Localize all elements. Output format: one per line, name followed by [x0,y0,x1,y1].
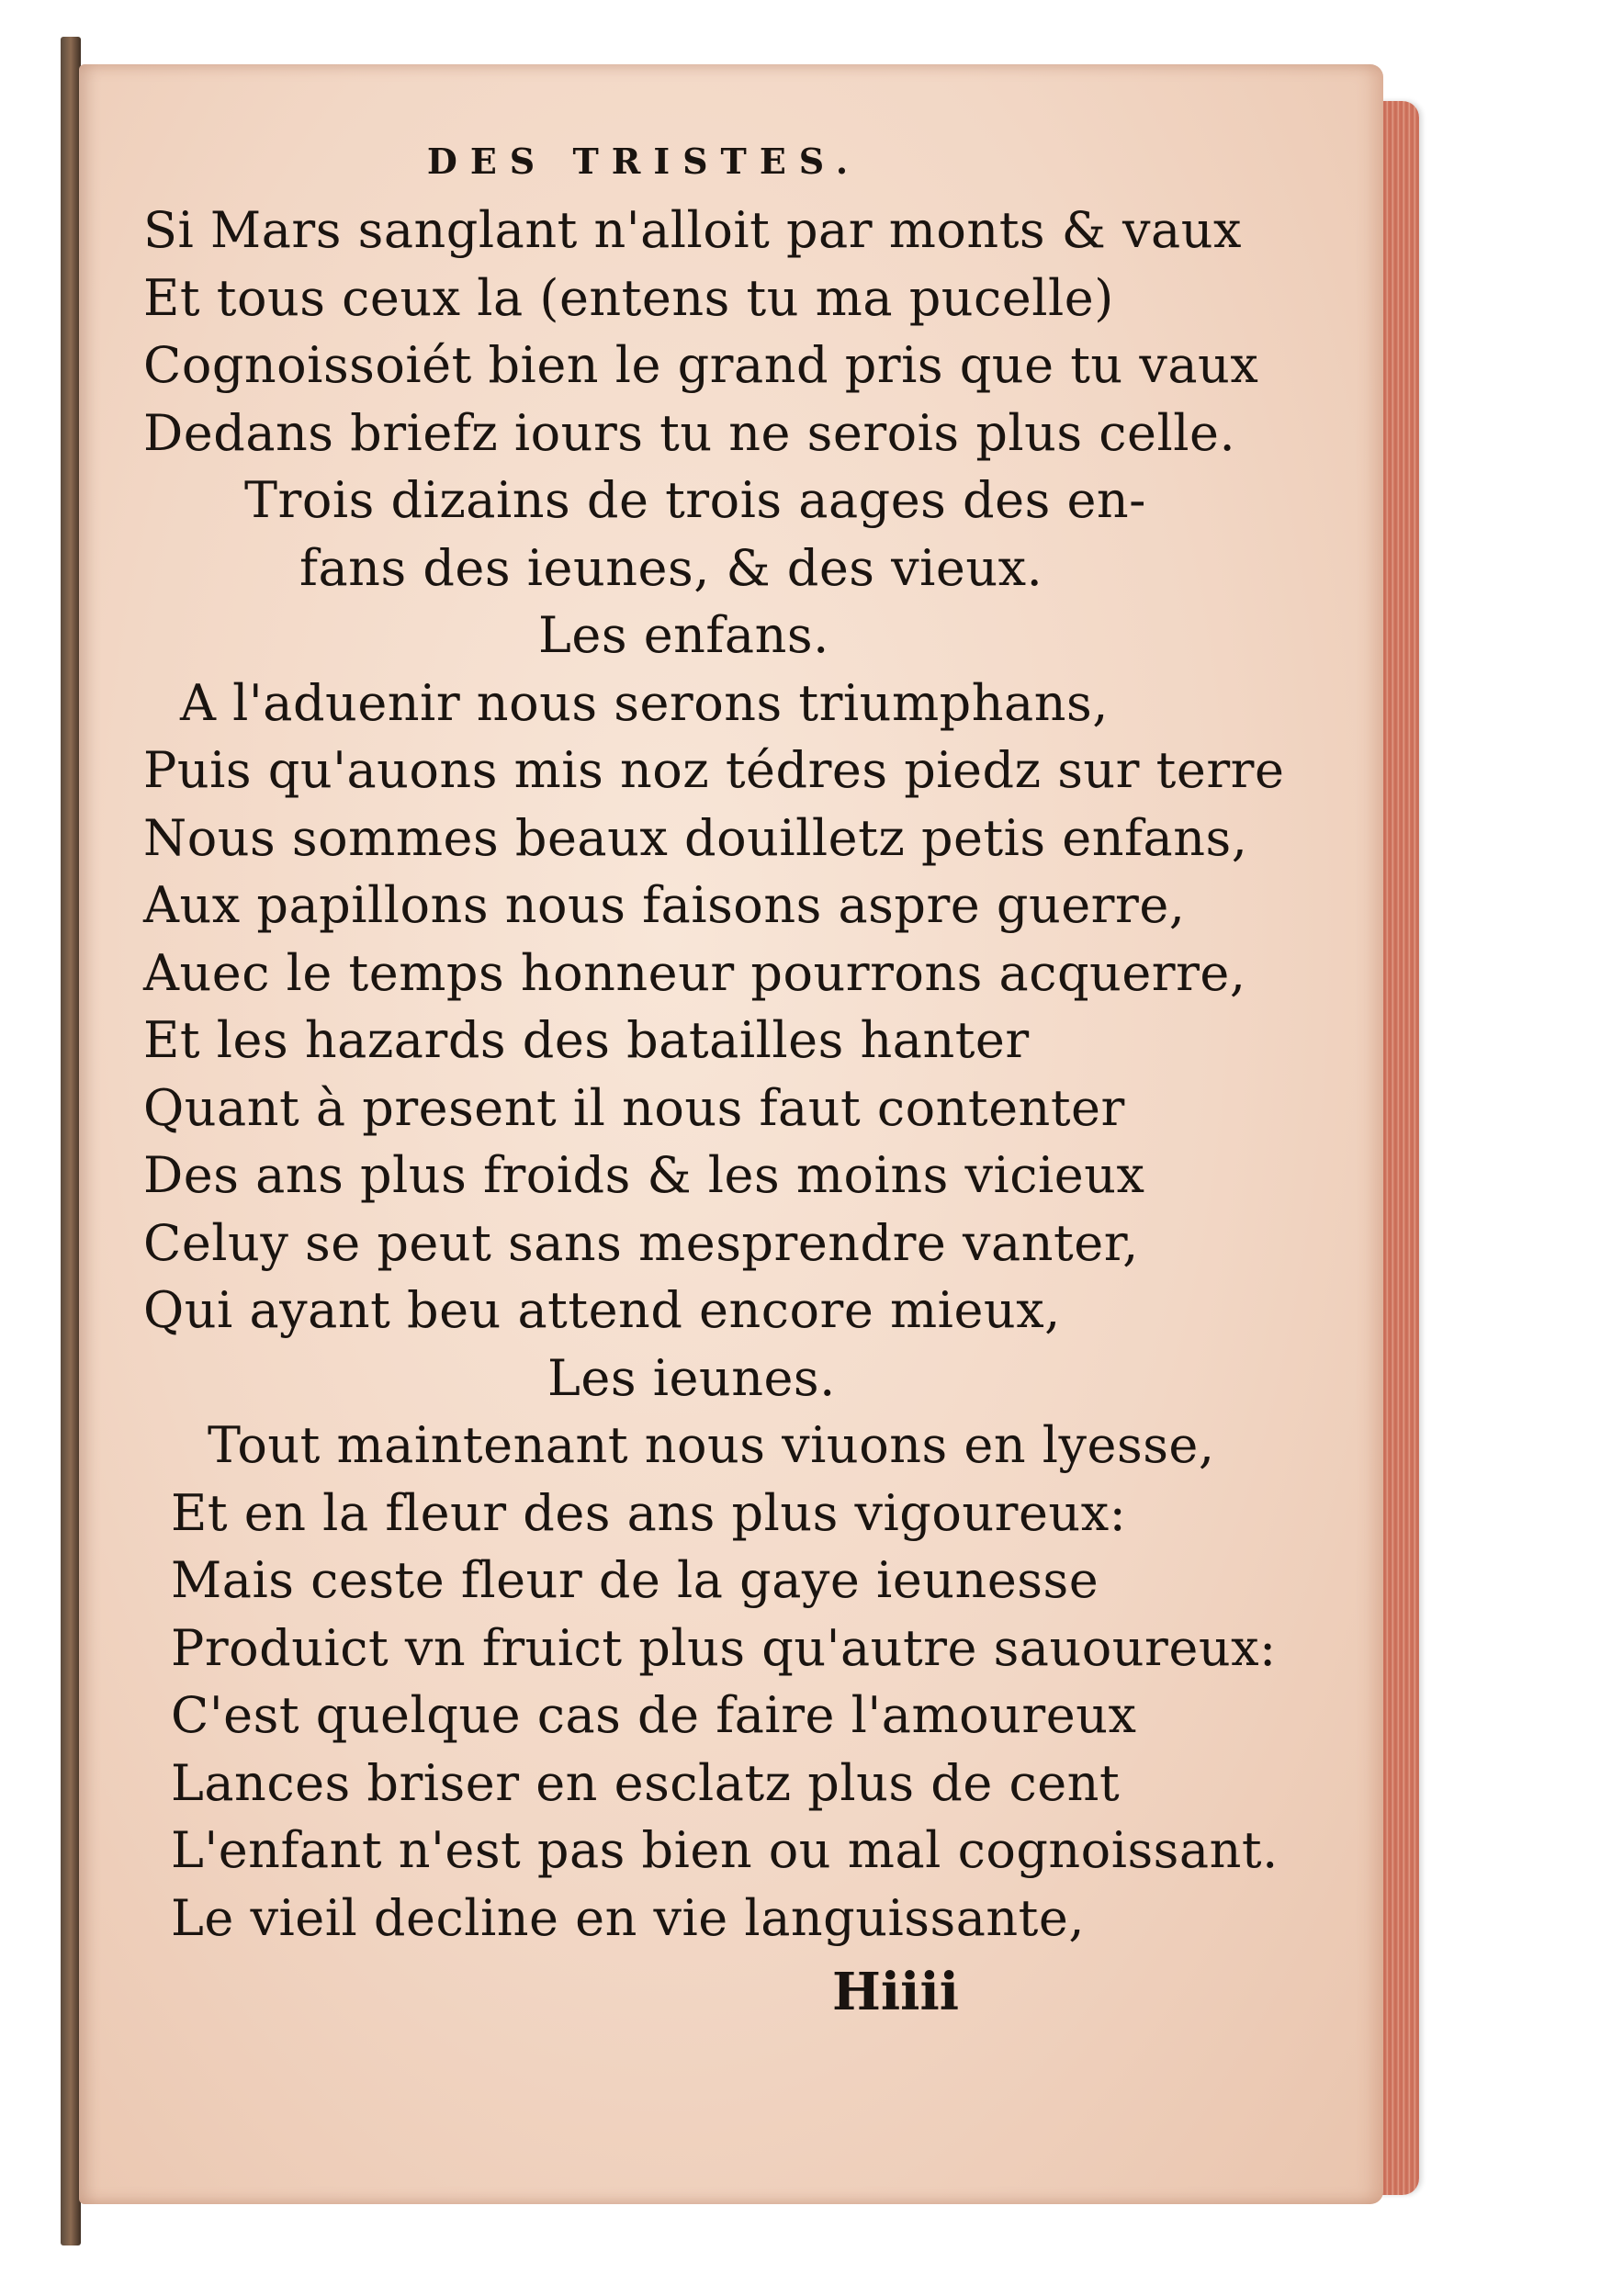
page-text-block [143,138,1337,2029]
verse-line: Auec le temps honneur pourrons acquerre, [143,943,1246,1002]
verse-line: A l'aduenir nous serons triumphans, [180,673,1109,732]
verse-line: Lances briser en esclatz plus de cent [171,1753,1121,1812]
verse-line: Et en la fleur des ans plus vigoureux: [171,1483,1127,1542]
section-subtitle: fans des ieunes, & des vieux. [299,538,1043,597]
verse-line: L'enfant n'est pas bien ou mal cognoissant. [171,1821,1279,1879]
verse-line: Des ans plus froids & les moins vicieux [143,1146,1145,1204]
verse-line: C'est quelque cas de faire l'amoureux [171,1686,1137,1744]
verse-line: Quant à present il nous faut contenter [143,1078,1125,1137]
verse-line: Cognoissoiét bien le grand pris que tu vaux [143,336,1259,394]
running-header: DES TRISTES. [426,141,862,182]
book-spine [61,37,81,2245]
verse-line: Si Mars sanglant n'alloit par monts & vaux [143,201,1242,259]
verse-line: Le vieil decline en vie languissante, [171,1888,1086,1947]
verse-line: Et les hazards des batailles hanter [143,1011,1030,1069]
verse-line: Et tous ceux la (entens tu ma pucelle) [143,268,1114,327]
verse-line: Aux papillons nous faisons aspre guerre, [143,876,1186,934]
section-title-enfans: Les enfans. [538,606,829,664]
book-page [79,64,1383,2204]
verse-line: Puis qu'auons mis noz tédres piedz sur terre [143,741,1285,799]
verse-line: Mais ceste fleur de la gaye ieunesse [171,1551,1099,1609]
verse-line: Qui ayant beu attend encore mieux, [143,1281,1061,1339]
section-title-ieunes: Les ieunes. [547,1348,836,1407]
section-subtitle: Trois dizains de trois aages des en- [244,471,1146,529]
verse-line: Celuy se peut sans mesprendre vanter, [143,1213,1139,1272]
verse-line: Tout maintenant nous viuons en lyesse, [208,1416,1215,1474]
verse-line: Produict vn fruict plus qu'autre sauoureux: [171,1618,1277,1677]
verse-line: Nous sommes beaux douilletz petis enfans, [143,808,1248,867]
signature-mark: Hiiii [832,1962,960,2022]
verse-line: Dedans briefz iours tu ne serois plus celle. [143,403,1236,462]
